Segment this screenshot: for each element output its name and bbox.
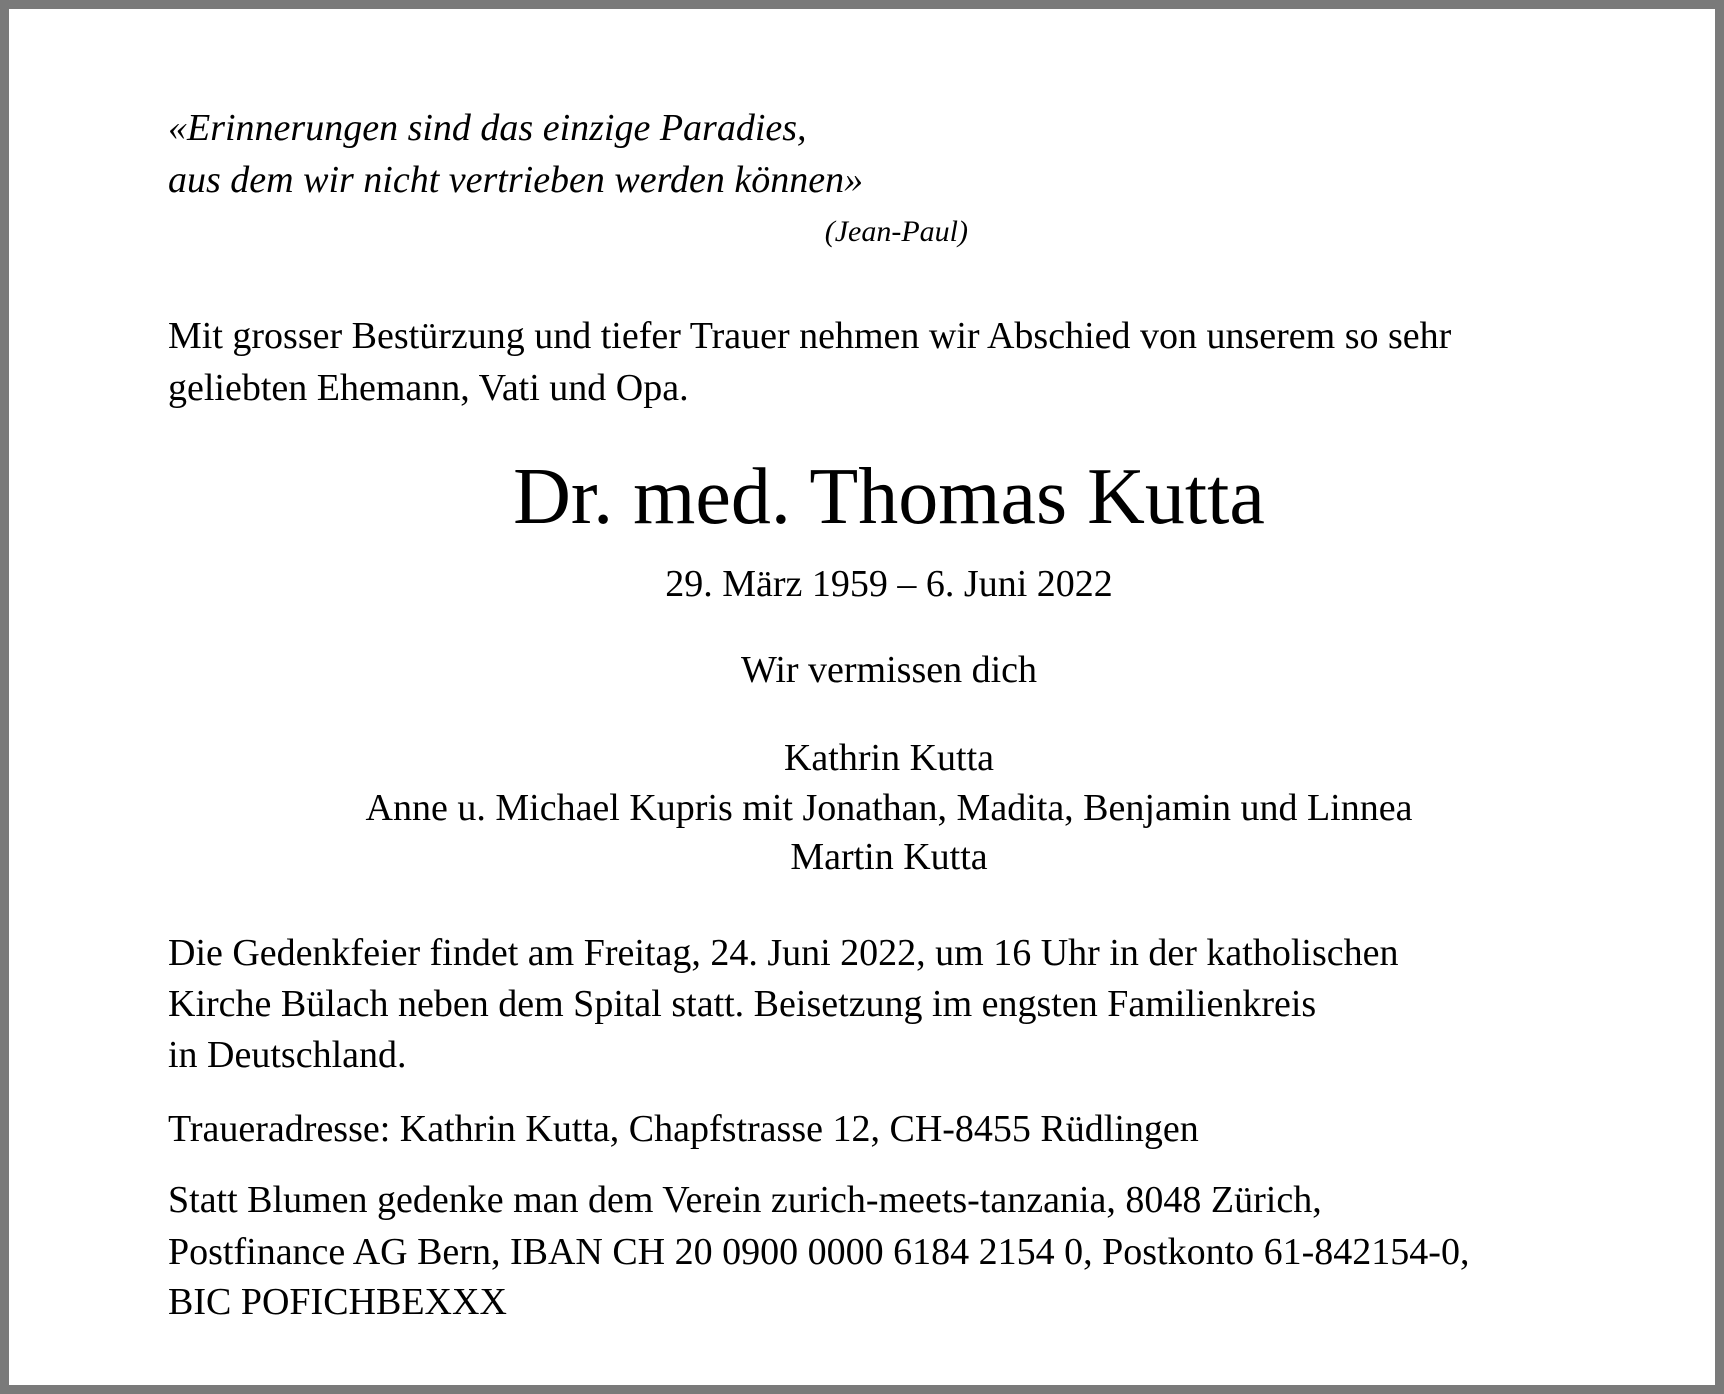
- donation-line: BIC POFICHBEXXX: [168, 1281, 507, 1323]
- mourner: Martin Kutta: [790, 836, 988, 878]
- life-dates: 29. März 1959 – 6. Juni 2022: [665, 563, 1113, 605]
- donation-line: Statt Blumen gedenke man dem Verein zurich-meets-tanzania, 8048 Zürich,: [168, 1179, 1322, 1221]
- quote-line: «Erinnerungen sind das einzige Paradies,: [168, 107, 807, 149]
- mourning-address: Traueradresse: Kathrin Kutta, Chapfstrasse 12, CH-8455 Rüdlingen: [168, 1108, 1199, 1150]
- mourner: Kathrin Kutta: [783, 737, 994, 779]
- intro-line: Mit grosser Bestürzung und tiefer Trauer nehmen wir Abschied von unserem so sehr: [168, 315, 1452, 357]
- intro-line: geliebten Ehemann, Vati und Opa.: [168, 367, 689, 409]
- message: Wir vermissen dich: [740, 649, 1038, 691]
- donation-line: Postfinance AG Bern, IBAN CH 20 0900 0000 6184 2154 0, Postkonto 61-842154-0,: [168, 1231, 1470, 1273]
- ceremony-line: Kirche Bülach neben dem Spital statt. Beisetzung im engsten Familienkreis: [168, 983, 1317, 1025]
- mourner: Anne u. Michael Kupris mit Jonathan, Madita, Benjamin und Linnea: [365, 787, 1413, 829]
- deceased-name: Dr. med. Thomas Kutta: [513, 453, 1265, 541]
- quote-author: (Jean-Paul): [824, 215, 968, 248]
- ceremony-line: Die Gedenkfeier findet am Freitag, 24. Juni 2022, um 16 Uhr in der katholischen: [168, 932, 1399, 974]
- ceremony-line: in Deutschland.: [168, 1034, 407, 1076]
- obituary-page: [9, 9, 1715, 1385]
- quote-line: aus dem wir nicht vertrieben werden können»: [168, 159, 864, 201]
